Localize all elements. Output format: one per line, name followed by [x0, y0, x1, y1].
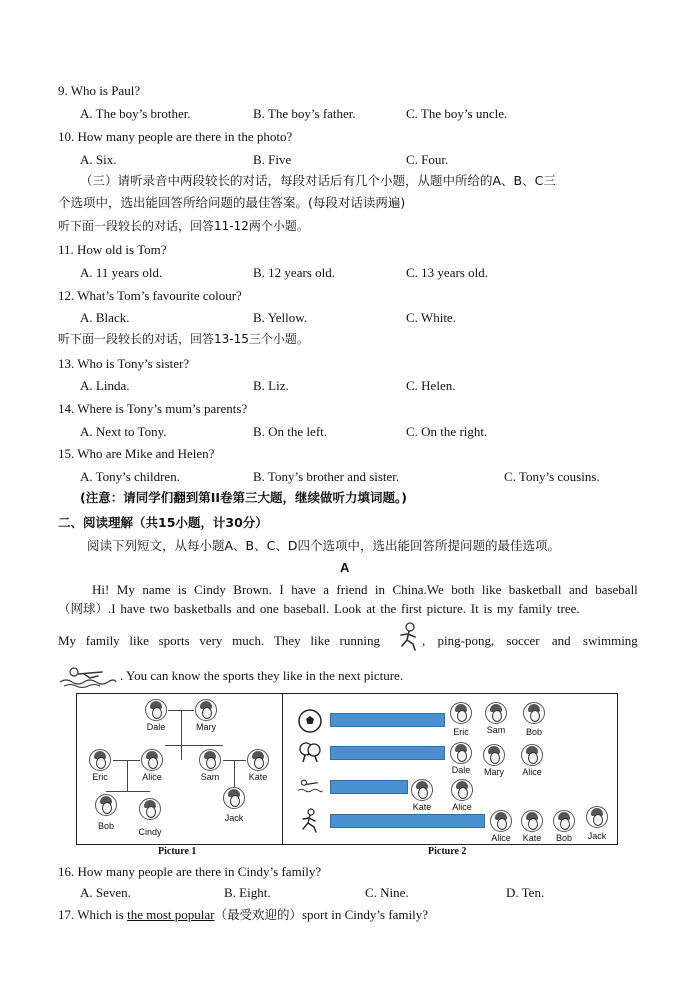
picture2-label: Picture 2 — [428, 846, 467, 857]
row4-name: Bob — [555, 833, 572, 843]
q17-post: sport in Cindy’s family? — [302, 907, 429, 922]
passage-word: like — [310, 633, 330, 648]
q16-option-d[interactable]: D. Ten. — [506, 885, 545, 900]
passage-word: I — [279, 582, 284, 597]
passage-word: sports — [158, 633, 190, 648]
passage-line-4 — [58, 666, 638, 688]
name-cindy: Cindy — [138, 827, 162, 837]
q16-option-c[interactable]: C. Nine. — [365, 885, 409, 900]
passage-word: much. — [232, 633, 265, 648]
row2-name: Dale — [451, 765, 471, 775]
name-kate: Kate — [248, 772, 268, 782]
bar-soccer — [330, 713, 445, 727]
q12-option-a[interactable]: A. Black. — [80, 310, 130, 325]
name-dale: Dale — [146, 722, 166, 732]
q11-option-c[interactable]: C. 13 years old. — [406, 265, 488, 280]
q15-option-c[interactable]: C. Tony’s cousins. — [504, 469, 600, 484]
section3-instruction-line2: 个选项中，选出能回答所给问题的最佳答案。(每段对话读两遍) — [58, 195, 406, 210]
q10-stem: 10. How many people are there in the photo? — [58, 129, 293, 144]
q9-option-a[interactable]: A. The boy’s brother. — [80, 106, 191, 121]
passage-word: family — [85, 633, 120, 648]
tree-line — [234, 761, 235, 787]
avatar-sam — [199, 749, 221, 771]
row3-name: Kate — [412, 802, 432, 812]
avatar-sam-2 — [485, 702, 507, 724]
row3-name: Alice — [452, 802, 472, 812]
passage-cn-gloss: （网球） — [58, 601, 109, 616]
q11-stem: 11. How old is Tom? — [58, 242, 167, 257]
passage-line-2-text: .I have two basketballs and one baseball. Look at the first picture. It is my family tree. — [108, 601, 580, 616]
passage-word: Cindy — [194, 582, 226, 597]
avatar-jack — [223, 787, 245, 809]
passage-word: both — [451, 582, 475, 597]
row1-name: Sam — [486, 725, 506, 735]
passage-word: in — [374, 582, 386, 597]
swimming-small-icon — [297, 776, 323, 798]
q10-option-b[interactable]: B. Five — [253, 152, 292, 167]
reading-section-title: 二、阅读理解（共15小题，计30分） — [58, 515, 268, 530]
q10-option-a[interactable]: A. Six. — [80, 152, 117, 167]
q14-stem: 14. Where is Tony’s mum’s parents? — [58, 401, 248, 416]
avatar-cindy — [139, 798, 161, 820]
q16-option-b[interactable]: B. Eight. — [224, 885, 271, 900]
avatar-bob — [95, 794, 117, 816]
avatar-eric-2 — [450, 702, 472, 724]
passage-line-4-text: . You can know the sports they like in the next picture. — [120, 667, 404, 683]
passage-word: They — [273, 633, 301, 648]
q16-stem: 16. How many people are there in Cindy’s family? — [58, 864, 322, 879]
passage-word: friend — [336, 582, 368, 597]
tree-line — [181, 745, 182, 760]
avatar-alice-2 — [521, 744, 543, 766]
q13-option-c[interactable]: C. Helen. — [406, 378, 456, 393]
tree-line — [127, 761, 128, 791]
bar-ping-pong — [330, 746, 445, 760]
passage-word: name — [142, 582, 171, 597]
avatar-kate-2 — [411, 779, 433, 801]
avatar-kate-3 — [521, 810, 543, 832]
reading-instruction: 阅读下列短文，从每小题A、B、C、D四个选项中，选出能回答所提问题的最佳选项。 — [87, 538, 560, 553]
avatar-mary — [195, 699, 217, 721]
q13-option-b[interactable]: B. Liz. — [253, 378, 289, 393]
passage-word: My — [58, 633, 77, 648]
q9-stem: 9. Who is Paul? — [58, 83, 141, 98]
row1-name: Bob — [525, 727, 542, 737]
running-icon — [396, 622, 422, 652]
tree-line — [106, 791, 150, 792]
passage-word: and — [568, 582, 588, 597]
q14-option-c[interactable]: C. On the right. — [406, 424, 488, 439]
q17-underlined: the most popular — [127, 907, 215, 922]
bar-running — [330, 814, 485, 828]
avatar-dale-2 — [450, 742, 472, 764]
passage-word: baseball — [595, 582, 638, 597]
dialog1-lead: 听下面一段较长的对话，回答11-12两个小题。 — [58, 219, 309, 233]
tree-line — [165, 745, 223, 746]
q10-option-c[interactable]: C. Four. — [406, 152, 449, 167]
figure-divider — [282, 694, 283, 844]
name-mary: Mary — [196, 722, 216, 732]
q14-option-a[interactable]: A. Next to Tony. — [80, 424, 167, 439]
passage-word: is — [177, 582, 187, 597]
row4-name: Alice — [491, 833, 511, 843]
q17-pre: 17. Which is — [58, 907, 128, 922]
row1-name: Eric — [453, 727, 469, 737]
avatar-bob-3 — [553, 810, 575, 832]
listening-note: (注意：请同学们翻到第II卷第三大题，继续做听力填词题。) — [80, 490, 407, 505]
passage-word: Brown. — [233, 582, 272, 597]
passage-word: basketball — [508, 582, 562, 597]
row2-name: Alice — [522, 767, 542, 777]
q9-option-b[interactable]: B. The boy’s father. — [253, 106, 356, 121]
avatar-alice-4 — [490, 810, 512, 832]
q12-option-b[interactable]: B. Yellow. — [253, 310, 308, 325]
avatar-jack-2 — [586, 806, 608, 828]
passage-word: China.We — [392, 582, 444, 597]
avatar-alice — [141, 749, 163, 771]
name-eric: Eric — [92, 772, 108, 782]
bar-swimming — [330, 780, 408, 794]
q11-option-b[interactable]: B. 12 years old. — [253, 265, 335, 280]
passage-line-2 — [58, 601, 638, 617]
section3-instruction-line1: （三）请听录音中两段较长的对话，每段对话后有几个小题，从题中所给的A、B、C三 — [80, 173, 556, 188]
swimming-icon — [58, 666, 118, 688]
row2-name: Mary — [484, 767, 504, 777]
q12-option-c[interactable]: C. White. — [406, 310, 456, 325]
passage-label: A — [340, 560, 350, 575]
passage-word: like — [481, 582, 502, 597]
avatar-alice-3 — [451, 779, 473, 801]
passage-word: running — [339, 633, 380, 648]
name-bob: Bob — [97, 821, 114, 831]
q14-option-b[interactable]: B. On the left. — [253, 424, 328, 439]
passage-word: My — [116, 582, 135, 597]
passage-line-3-end: , ping-pong, soccer and swimming — [422, 633, 638, 648]
ping-pong-icon — [297, 740, 323, 766]
running-small-icon — [297, 808, 323, 834]
picture1-label: Picture 1 — [158, 846, 197, 857]
avatar-kate — [247, 749, 269, 771]
passage-line-3 — [58, 630, 638, 652]
q16-option-a[interactable]: A. Seven. — [80, 885, 131, 900]
passage-word: a — [323, 582, 329, 597]
tree-line — [181, 711, 182, 745]
passage-line-1 — [92, 582, 638, 598]
row4-name: Kate — [522, 833, 542, 843]
soccer-icon — [297, 708, 323, 734]
passage-figure — [76, 693, 618, 845]
name-alice: Alice — [142, 772, 162, 782]
q11-option-a[interactable]: A. 11 years old. — [80, 265, 163, 280]
avatar-dale — [145, 699, 167, 721]
name-sam: Sam — [200, 772, 220, 782]
avatar-eric — [89, 749, 111, 771]
row4-name: Jack — [587, 831, 607, 841]
q13-stem: 13. Who is Tony’s sister? — [58, 356, 190, 371]
q15-stem: 15. Who are Mike and Helen? — [58, 446, 215, 461]
q15-option-a[interactable]: A. Tony’s children. — [80, 469, 180, 484]
passage-word: very — [199, 633, 223, 648]
q15-option-b[interactable]: B. Tony’s brother and sister. — [253, 469, 400, 484]
passage-word: have — [291, 582, 316, 597]
passage-word: like — [129, 633, 149, 648]
name-jack: Jack — [224, 813, 244, 823]
passage-word: Hi! — [92, 582, 110, 597]
q13-option-a[interactable]: A. Linda. — [80, 378, 130, 393]
avatar-bob-2 — [523, 702, 545, 724]
avatar-mary-2 — [483, 744, 505, 766]
q17-cn-gloss: （最受欢迎的） — [214, 907, 302, 922]
q12-stem: 12. What’s Tom’s favourite colour? — [58, 288, 242, 303]
q9-option-c[interactable]: C. The boy’s uncle. — [406, 106, 508, 121]
q17-stem — [58, 907, 428, 923]
dialog2-lead: 听下面一段较长的对话，回答13-15三个小题。 — [58, 332, 309, 346]
